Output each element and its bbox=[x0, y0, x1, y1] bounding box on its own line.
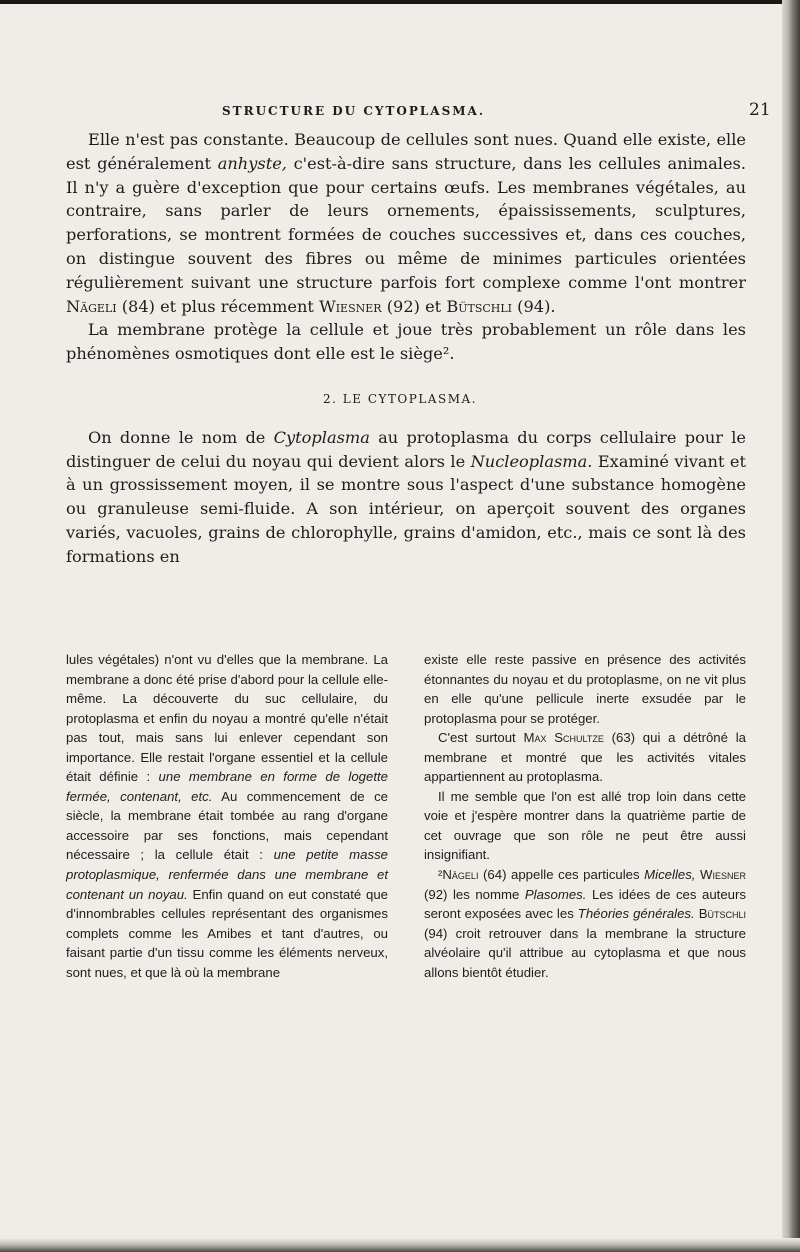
italic-term: Théories générales. bbox=[577, 906, 695, 922]
text-run: Elle n'est pas constante. Beaucoup de cellules sont nues. Quand elle existe, elle est généralement bbox=[66, 130, 746, 173]
author-name: Bütschli bbox=[698, 906, 746, 922]
running-title: STRUCTURE DU CYTOPLASMA. bbox=[222, 104, 486, 118]
main-text bbox=[66, 128, 746, 569]
italic-term: Nucleoplasma. bbox=[470, 451, 593, 471]
text-run: (94). bbox=[512, 296, 556, 316]
footnote-column-left bbox=[66, 650, 388, 982]
paragraph-role: La membrane protège la cellule et joue très probablement un rôle dans les phénomènes osmotiques dont elle est le siège². bbox=[66, 320, 746, 364]
paragraph-membrane bbox=[66, 128, 746, 318]
text-run: Au commencement de ce siècle, la membrane était tombée au rang d'organe accessoire par ses fonctions, mais cependant nécessaire ; la cellule était : bbox=[66, 788, 388, 863]
text-run: Examiné vivant et à un grossissement moyen, il se montre sous l'aspect d'une substance homogène ou granuleuse semi-fluide. A son intérieur, on aperçoit souvent des organes variés, vacuoles, grains de chlorophylle, grains d'amidon, etc., mais ce sont là des formations en bbox=[66, 451, 746, 566]
bottom-edge-shadow bbox=[0, 1238, 800, 1252]
author-name: Wiesner bbox=[700, 867, 746, 883]
author-name: Nägeli bbox=[442, 867, 479, 883]
footnote-paragraph: existe elle reste passive en présence des activités étonnantes du noyau et du protoplasme, on ne vit plus en elle qu'une pellicule inerte exsudée par le protoplasma pour se protéger. bbox=[424, 652, 746, 726]
text-run: (63) qui a détrôné la membrane et montré que les activités vitales appartiennent au protoplasma. bbox=[424, 730, 746, 785]
italic-term: Micelles, bbox=[644, 867, 696, 883]
text-run: On donne le nom de bbox=[88, 427, 274, 447]
page-header bbox=[0, 100, 800, 128]
text-run: (92) les nomme bbox=[424, 886, 525, 902]
footnote-paragraph bbox=[424, 728, 746, 787]
text-run: (92) et bbox=[381, 296, 447, 316]
italic-definition: une petite masse protoplasmique, renfermée dans une membrane et contenant un noyau. bbox=[66, 847, 388, 902]
text-run: c'est-à-dire sans structure, dans les cellules animales. Il n'y a guère d'exception que pour certains œufs. Les membranes végétales, au contraire, sans parler de leurs ornements, épaississements, sculptures, perforations, se montrent formées de couches successives et, dans ces couches, on distingue souvent des fibres ou même de minimes particules orientées régulièrement suivant une structure parfois fort complexe comme l'ont montrer bbox=[66, 153, 747, 292]
text-run: au protoplasma du corps cellulaire pour le distinguer de celui du noyau qui devient alors le bbox=[66, 427, 746, 471]
text-run: C'est surtout bbox=[438, 730, 524, 746]
italic-definition: une membrane en forme de logette fermée, contenant, etc. bbox=[66, 769, 388, 804]
footnote-paragraph: Il me semble que l'on est allé trop loin dans cette voie et j'espère montrer dans la quatrième partie de cet ouvrage que son rôle ne peut être aussi insignifiant. bbox=[424, 788, 746, 863]
text-run: (64) appelle ces particules bbox=[478, 867, 645, 883]
text-run: Enfin quand on eut constaté que d'innombrables cellules représentant des organismes complets comme les Amibes et tant d'autres, ou faisant partie d'un tissu comme les éléments nerveux, sont nues, et que là où la membrane bbox=[66, 886, 388, 980]
author-name: Wiesner bbox=[319, 296, 382, 316]
text-run: Les idées de ces auteurs seront exposées avec les bbox=[424, 886, 746, 922]
page-edge-shadow bbox=[782, 0, 800, 1252]
text-run: (94) croit retrouver dans la membrane la structure alvéolaire qu'il attribue au cytoplasma et que nous allons bientôt étudier. bbox=[424, 925, 746, 980]
author-name: Nägeli bbox=[66, 296, 117, 316]
footnote-column-right bbox=[424, 650, 746, 982]
author-name: Max Schultze bbox=[523, 730, 604, 746]
text-run: (84) et plus récemment bbox=[116, 296, 320, 316]
italic-term: anhyste, bbox=[217, 153, 287, 173]
page-number: 21 bbox=[749, 100, 771, 120]
paragraph-cytoplasma bbox=[66, 426, 746, 569]
italic-term: Cytoplasma bbox=[273, 427, 370, 447]
footnote-2 bbox=[424, 865, 746, 982]
text-run: lules végétales) n'ont vu d'elles que la membrane. La membrane a donc été prise d'abord pour la cellule elle-même. La découverte du suc cellulaire, du protoplasma et enfin du noyau a montré qu'elle n'était pas tout, mais sans lui enlever cependant son importance. Elle restait l'organe essentiel et la cellule était définie : bbox=[66, 652, 388, 785]
footnotes bbox=[66, 650, 746, 982]
italic-term: Plasomes. bbox=[524, 886, 587, 902]
author-name: Bütschli bbox=[446, 296, 513, 316]
footnote-paragraph bbox=[66, 650, 388, 982]
top-border bbox=[0, 0, 800, 4]
footnote-marker: ² bbox=[438, 867, 443, 883]
section-heading: 2. LE CYTOPLASMA. bbox=[323, 391, 477, 406]
